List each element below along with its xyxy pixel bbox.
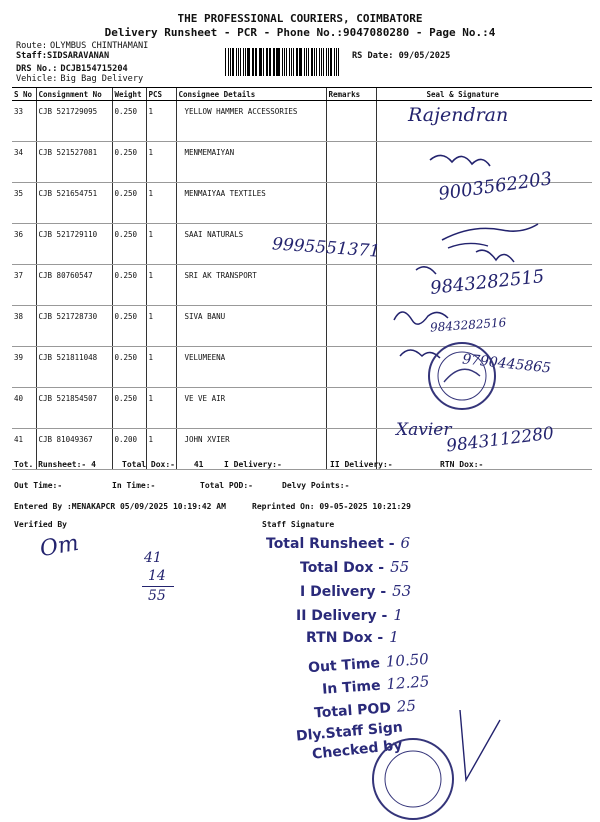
barcode-bar [236,48,237,76]
barcode-bar [245,48,246,76]
row-weight: 0.250 [112,388,146,429]
row-consignee: VELUMEENA [176,347,326,388]
rs-date-value: 09/05/2025 [398,51,451,61]
stamp-in-time: In Time 12.25 [321,672,430,698]
drs-barcode [225,48,340,76]
handwritten-phone: 9790445865 [461,351,552,377]
route-line [16,41,148,51]
barcode-bar [308,48,309,76]
row-consignee: SRI AK TRANSPORT [176,265,326,306]
stamp-total-dox: Total Dox - 55 [300,558,410,576]
stamp-rtn-dox: RTN Dox - 1 [306,628,399,646]
row-sno: 40 [12,388,36,429]
row-pcs: 1 [146,265,176,306]
barcode-bar [330,48,332,76]
row-sno: 35 [12,183,36,224]
row-weight: 0.250 [112,101,146,142]
barcode-bar [323,48,324,76]
stamp-out-time: Out Time 10.50 [307,649,430,677]
col-pcs: PCS [146,88,176,101]
row-pcs: 1 [146,183,176,224]
row-remarks [326,265,376,306]
row-consignment: CJB 521728730 [36,306,112,347]
barcode-bar [334,48,335,76]
vehicle-value: Big Bag Delivery [60,74,144,84]
stamp-i-delivery: I Delivery - 53 [300,582,412,600]
handwritten-signature: Rajendran [408,104,509,126]
row-consignee: SIVA BANU [176,306,326,347]
verified-by-label: Verified By [14,520,67,529]
barcode-bar [311,48,313,76]
staff-label: Staff: [16,51,48,61]
barcode-bar [269,48,270,76]
row-consignment: CJB 521527081 [36,142,112,183]
row-consignee: JOHN XVIER [176,429,326,470]
row-weight: 0.200 [112,429,146,470]
company-title: THE PROFESSIONAL COURIERS, COIMBATORE [177,12,423,25]
row-sno: 38 [12,306,36,347]
total-pod-label: Total POD:- [200,481,253,490]
stamp-ii-delivery: II Delivery - 1 [296,606,403,624]
barcode-bar [296,48,298,76]
row-consignment: CJB 81049367 [36,429,112,470]
out-time-label: Out Time:- [14,481,63,490]
ii-delivery-label: II Delivery:- [330,460,393,469]
row-remarks [326,183,376,224]
barcode-bar [306,48,307,76]
drs-value: DCJB154715204 [60,64,128,74]
staff-line [16,51,109,61]
barcode-bar [304,48,305,76]
handwritten-phone: 9843112280 [445,423,555,457]
barcode-bar [240,48,241,76]
row-sno: 36 [12,224,36,265]
barcode-bar [289,48,290,76]
row-pcs: 1 [146,347,176,388]
row-consignment: CJB 521811048 [36,347,112,388]
row-consignee: VE VE AIR [176,388,326,429]
barcode-bar [316,48,317,76]
handwritten-signature: Xavier [396,420,452,440]
barcode-bar [243,48,244,76]
barcode-bar [276,48,277,76]
row-remarks [326,388,376,429]
row-pcs: 1 [146,224,176,265]
delvy-points-label: Delvy Points:- [282,481,350,490]
staff-signature-label: Staff Signature [262,520,335,529]
barcode-bar [314,48,315,76]
stamp-total-runsheet: Total Runsheet - 6 [266,534,411,552]
vehicle-line [16,74,143,84]
barcode-bar [270,48,271,76]
barcode-bar [336,48,337,76]
row-pcs: 1 [146,429,176,470]
drs-label: DRS No.: [16,64,58,74]
barcode-bar [277,48,279,76]
rtn-dox-label: RTN Dox:- [440,460,484,469]
barcode-bar [286,48,287,76]
row-weight: 0.250 [112,265,146,306]
vehicle-label: Vehicle: [16,74,58,84]
row-weight: 0.250 [112,347,146,388]
col-weight: Weight [112,88,146,101]
route-label: Route: [16,41,48,51]
barcode-bar [263,48,264,76]
handwritten-phone: 9003562203 [437,168,554,205]
stamp-checked-by: Checked by [311,737,404,763]
tally-rule [142,586,174,587]
barcode-bar [328,48,329,76]
stamp-total-pod: Total POD 25 [313,696,417,722]
row-pcs: 1 [146,388,176,429]
row-consignee: YELLOW HAMMER ACCESSORIES [176,101,326,142]
row-weight: 0.250 [112,183,146,224]
col-seal-signature: Seal & Signature [376,88,592,101]
in-time-label: In Time:- [112,481,156,490]
barcode-bar [291,48,292,76]
row-sno: 33 [12,101,36,142]
row-pcs: 1 [146,306,176,347]
tot-runsheet: Tot. Runsheet:- 4 [14,460,96,469]
row-pcs: 1 [146,142,176,183]
verified-signature: Om [38,530,81,563]
col-consignee: Consignee Details [176,88,326,101]
row-consignment: CJB 521729110 [36,224,112,265]
barcode-bar [321,48,322,76]
barcode-bar [259,48,260,76]
row-remarks [326,306,376,347]
barcode-bar [247,48,249,76]
barcode-bar [326,48,327,76]
handwritten-phone: 9995551371 [271,234,381,262]
barcode-bar [228,48,229,76]
barcode-bar [319,48,320,76]
row-sno: 39 [12,347,36,388]
rs-date [352,51,450,61]
seal-ring-icon [430,344,494,408]
row-remarks [326,347,376,388]
tally-value: 55 [148,588,166,604]
company-seal [428,342,496,410]
tally-value: 14 [148,568,166,584]
barcode-bar [225,48,226,76]
row-consignee: MENMAIYAA TEXTILES [176,183,326,224]
barcode-bar [232,48,234,76]
row-consignee: SAAI NATURALS [176,224,326,265]
row-consignment: CJB 80760547 [36,265,112,306]
row-remarks [326,142,376,183]
total-dox-value: 41 [193,460,204,469]
handwritten-phone: 9843282515 [429,266,546,299]
barcode-bar [299,48,300,76]
barcode-bar [338,48,339,76]
barcode-bar [253,48,254,76]
entered-by: Entered By :MENAKAPCR 05/09/2025 10:19:42 AM [14,502,226,511]
row-consignee: MENMEMAIYAN [176,142,326,183]
col-consignment: Consignment No [36,88,112,101]
col-sno: S No [12,88,36,101]
barcode-bar [260,48,262,76]
barcode-bar [252,48,253,76]
staff-value: SIDSARAVANAN [47,51,110,61]
row-weight: 0.250 [112,142,146,183]
row-consignment: CJB 521654751 [36,183,112,224]
table-header-row [12,88,592,101]
tally-value: 41 [144,550,162,566]
runsheet-subtitle: Delivery Runsheet - PCR - Phone No.:9047080280 - Page No.:4 [104,26,496,39]
row-weight: 0.250 [112,224,146,265]
row-consignment: CJB 521729095 [36,101,112,142]
rs-date-label: RS Date: [352,51,394,61]
route-value: OLYMBUS CHINTHAMANI [50,41,149,51]
barcode-bar [293,48,294,76]
stamp-dly-staff-sign: Dly.Staff Sign [295,719,404,745]
row-pcs: 1 [146,101,176,142]
barcode-bar [300,48,301,76]
barcode-bar [282,48,283,76]
total-dox-label: Total Dox:- 41 [122,460,204,469]
barcode-bar [238,48,239,76]
handwritten-phone: 9843282516 [429,315,507,335]
row-sno: 34 [12,142,36,183]
reprinted-on: Reprinted On: 09-05-2025 10:21:29 [252,502,411,511]
drs-line [16,64,128,74]
signature-stroke [440,700,520,790]
row-remarks [326,101,376,142]
barcode-bar [284,48,285,76]
barcode-bar [266,48,267,76]
row-weight: 0.250 [112,306,146,347]
i-delivery-label: I Delivery:- [224,460,282,469]
row-sno: 37 [12,265,36,306]
row-consignment: CJB 521854507 [36,388,112,429]
barcode-bar [255,48,256,76]
barcode-bar [273,48,274,76]
barcode-bar [230,48,231,76]
col-remarks: Remarks [326,88,376,101]
row-sno: 41 [12,429,36,470]
